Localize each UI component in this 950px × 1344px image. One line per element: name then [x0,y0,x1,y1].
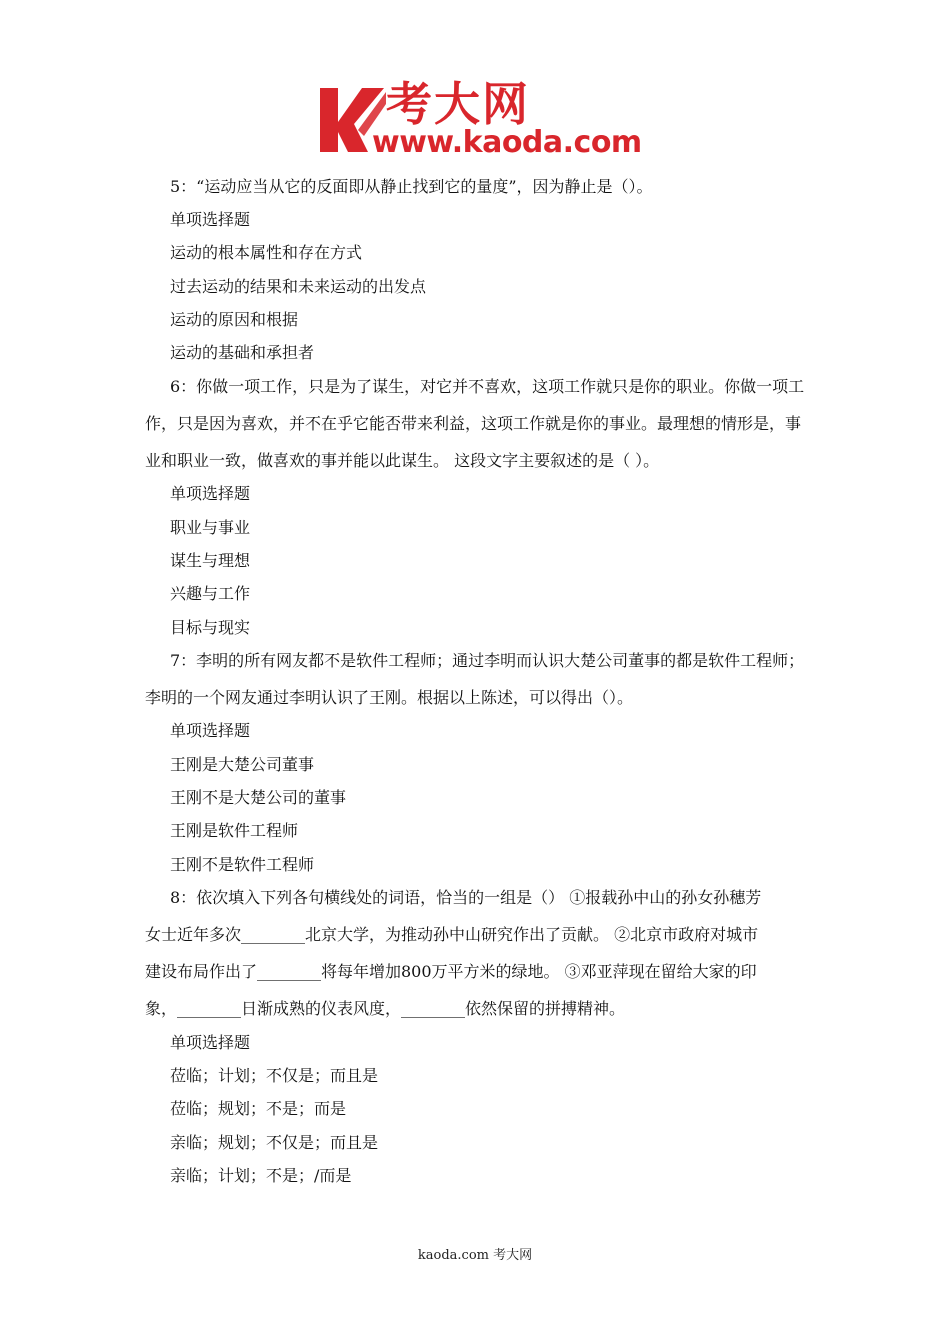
question-7-stem-line-2: 李明的一个网友通过李明认识了王刚。根据以上陈述，可以得出（）。 [145,688,634,707]
question-6-stem-line-3: 业和职业一致，做喜欢的事并能以此谋生。 这段文字主要叙述的是（ ）。 [145,451,660,470]
question-5-option-a: 运动的根本属性和存在方式 [170,243,363,262]
question-8-option-a: 莅临；计划；不仅是；而且是 [170,1066,379,1085]
question-6-option-c: 兴趣与工作 [170,584,251,603]
question-8-stem-line-2: 女士近年多次________北京大学，为推动孙中山研究作出了贡献。 ②北京市政府对城市 [145,925,759,944]
question-5-stem: 5：“运动应当从它的反面即从静止找到它的量度”，因为静止是（）。 [170,177,653,196]
question-6-stem-line-2: 作，只是因为喜欢，并不在乎它能否带来利益，这项工作就是你的事业。最理想的情形是，事 [145,414,802,433]
question-8-option-c: 亲临；规划；不仅是；而且是 [170,1133,379,1152]
question-7-type: 单项选择题 [170,721,251,740]
question-8-option-b: 莅临；规划；不是；而是 [170,1099,347,1118]
question-7-option-b: 王刚不是大楚公司的董事 [170,788,347,807]
question-5-option-b: 过去运动的结果和未来运动的出发点 [170,277,427,296]
question-5-option-c: 运动的原因和根据 [170,310,299,329]
question-8-stem-line-1: 8：依次填入下列各句横线处的词语，恰当的一组是（） ①报载孙中山的孙女孙穗芳 [170,888,762,907]
question-7-option-a: 王刚是大楚公司董事 [170,755,315,774]
question-7-option-d: 王刚不是软件工程师 [170,855,315,874]
question-8-type: 单项选择题 [170,1033,251,1052]
question-8-stem-line-3: 建设布局作出了________将每年增加800万平方米的绿地。 ③邓亚萍现在留给大家的印 [145,962,757,981]
logo-chinese-text: 考大网 [386,77,530,131]
question-6-option-b: 谋生与理想 [170,551,251,570]
kaoda-logo [318,77,642,162]
question-5-option-d: 运动的基础和承担者 [170,343,315,362]
question-8-stem-line-4: 象，________日渐成熟的仪表风度，________依然保留的拼搏精神。 [145,999,626,1018]
question-8-option-d: 亲临；计划；不是；/而是 [170,1166,352,1185]
question-7-stem-line-1: 7：李明的所有网友都不是软件工程师；通过李明而认识大楚公司董事的都是软件工程师； [170,651,805,670]
question-6-type: 单项选择题 [170,484,251,503]
page-footer: kaoda.com 考大网 [417,1248,533,1263]
logo-url-text: www.kaoda.com [372,125,642,160]
question-7-option-c: 王刚是软件工程师 [170,821,299,840]
question-6-stem-line-1: 6：你做一项工作，只是为了谋生，对它并不喜欢，这项工作就只是你的职业。你做一项工 [170,377,805,396]
question-5-type: 单项选择题 [170,210,251,229]
question-6-option-d: 目标与现实 [170,618,251,637]
question-6-option-a: 职业与事业 [170,518,251,537]
